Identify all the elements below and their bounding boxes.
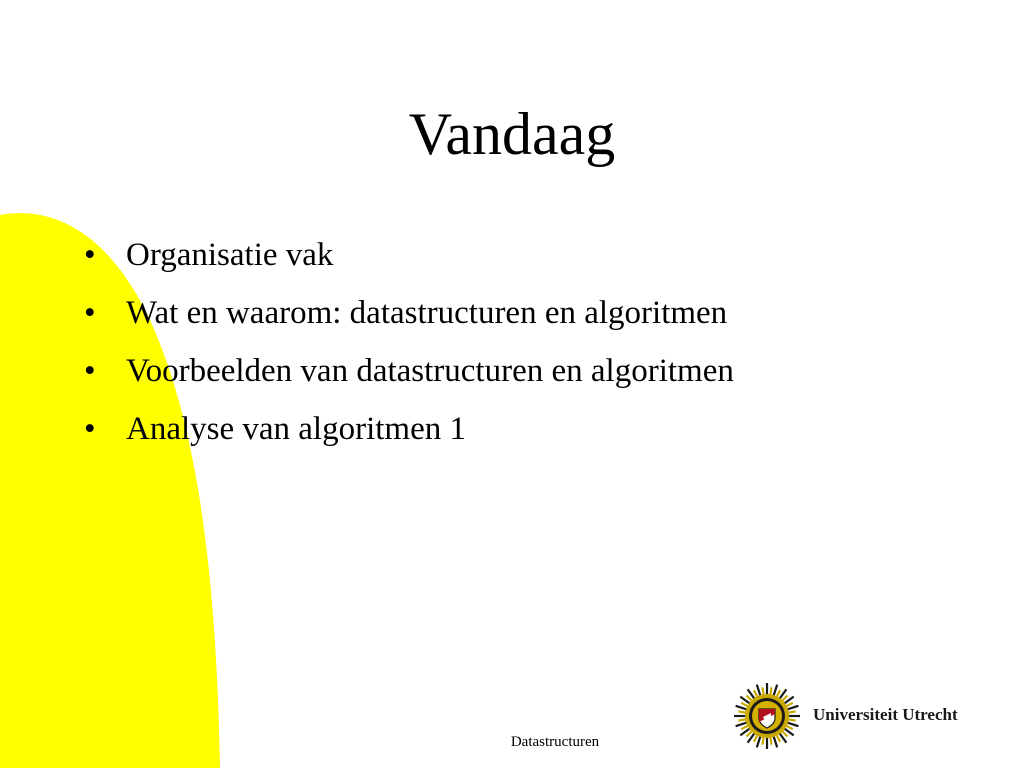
bullet-text: Organisatie vak [126,237,334,273]
bullet-marker: • [84,295,96,331]
bullet-text: Voorbeelden van datastructuren en algoritmen [126,353,734,389]
bullet-item [84,345,734,403]
bullet-item [84,403,734,461]
bullet-item [84,287,734,345]
bullet-text: Wat en waarom: datastructuren en algoritmen [126,295,728,331]
bullet-list [84,229,734,461]
university-logo [733,682,988,750]
bullet-text: Analyse van algoritmen 1 [126,411,466,447]
bullet-marker: • [84,411,96,447]
slide-footer: Datastructuren [510,734,600,750]
university-seal-icon [733,682,801,750]
bullet-marker: • [84,353,96,389]
bullet-marker: • [84,237,96,273]
slide-title: Vandaag [408,101,616,167]
bullet-item [84,229,734,287]
university-name: Universiteit Utrecht [813,705,958,724]
